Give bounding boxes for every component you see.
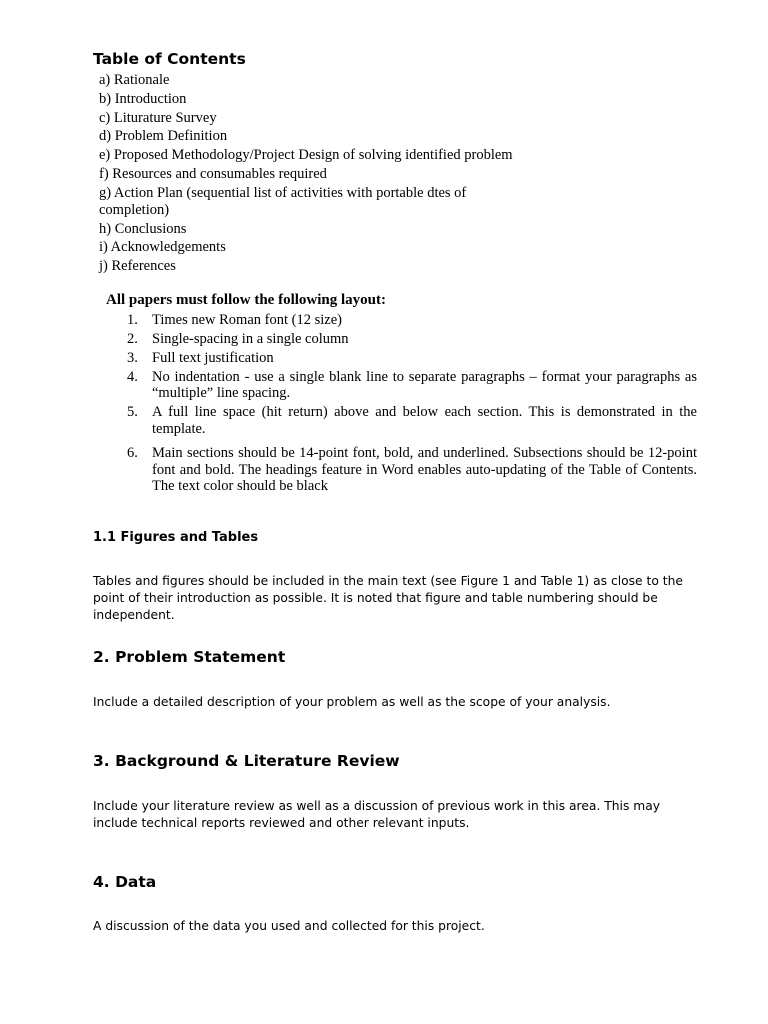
toc-list: [99, 72, 529, 277]
section-body-figures: Tables and figures should be included in the main text (see Figure 1 and Table 1) as close to the point of their introduction as possible. It is noted that figure and table numbering should be independent.: [93, 574, 683, 622]
layout-rule-item: [127, 331, 697, 348]
section-body-background: Include your literature review as well as a discussion of previous work in this area. This may include technical reports reviewed and other relevant inputs.: [93, 799, 661, 830]
layout-rule-item: [127, 350, 697, 367]
toc-item: d) Problem Definition: [99, 128, 228, 145]
section-heading-problem: 2. Problem Statement: [93, 648, 286, 666]
rule-number: 3.: [127, 349, 138, 366]
rule-text: Single-spacing in a single column: [152, 330, 349, 347]
toc-item: a) Rationale: [99, 72, 170, 88]
section-body-problem: Include a detailed description of your problem as well as the scope of your analysis.: [93, 695, 611, 709]
section-body-data: A discussion of the data you used and collected for this project.: [93, 919, 485, 933]
layout-rule-item: [127, 404, 697, 437]
toc-item: b) Introduction: [99, 90, 187, 107]
layout-rules-list: [127, 312, 697, 497]
toc-item: h) Conclusions: [99, 220, 187, 237]
rule-number: 4.: [127, 368, 138, 385]
rule-text: No indentation - use a single blank line to separate paragraphs – format your paragraphs as “multiple” line spacing.: [152, 368, 697, 402]
rule-number: 2.: [127, 330, 138, 347]
toc-item: c) Liturature Survey: [99, 109, 217, 126]
rule-number: 1.: [127, 312, 138, 328]
rule-text: Full text justification: [152, 349, 274, 366]
toc-title: Table of Contents: [93, 50, 246, 68]
section-heading-background: 3. Background & Literature Review: [93, 752, 400, 770]
toc-item: f) Resources and consumables required: [99, 165, 327, 182]
section-heading-figures: 1.1 Figures and Tables: [93, 530, 259, 545]
rule-text: A full line space (hit return) above and below each section. This is demonstrated in the template.: [152, 404, 697, 437]
rule-number: 6.: [127, 445, 138, 462]
layout-rule-item: [127, 445, 697, 495]
rule-text: Times new Roman font (12 size): [152, 312, 342, 328]
layout-rules-title: All papers must follow the following layout:: [106, 292, 387, 308]
section-heading-data: 4. Data: [93, 873, 157, 891]
rule-text: Main sections should be 14-point font, bold, and underlined. Subsections should be 12-point font and bold. The headings feature in Word enables auto-updating of the Table of Contents. The text color should be black: [152, 445, 697, 495]
toc-item: g) Action Plan (sequential list of activities with portable dtes of completion): [99, 184, 467, 218]
layout-rule-item: [127, 369, 697, 402]
rule-number: 5.: [127, 404, 138, 421]
toc-item: e) Proposed Methodology/Project Design of solving identified problem: [99, 147, 513, 164]
toc-item: i) Acknowledgements: [99, 239, 226, 256]
toc-item: j) References: [99, 258, 176, 275]
layout-rule-item: [127, 312, 697, 329]
